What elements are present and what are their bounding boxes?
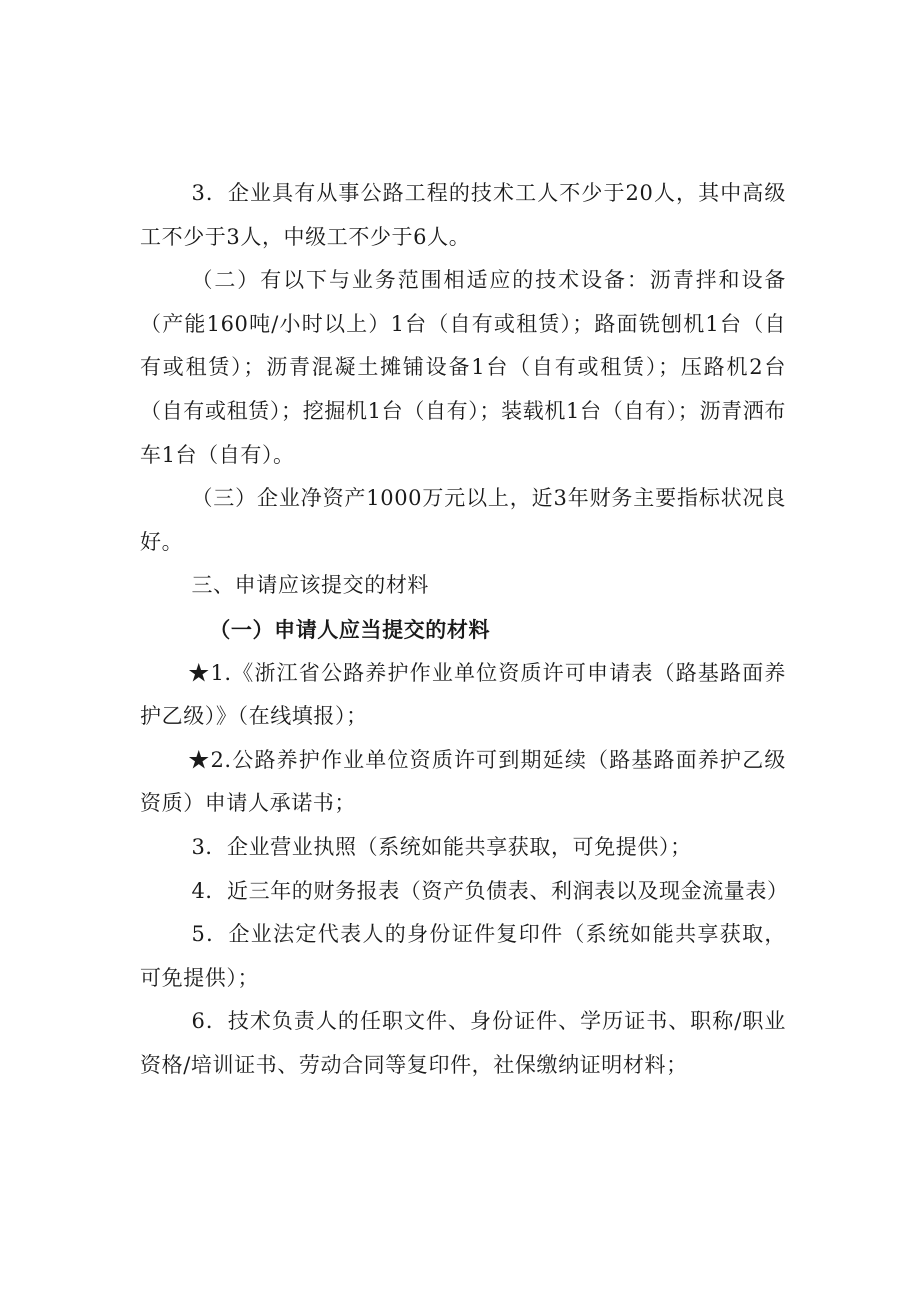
list-item-technical-lead-documents: 6．技术负责人的任职文件、身份证件、学历证书、职称/职业资格/培训证书、劳动合同等复印件，社保缴纳证明材料； [140,1009,786,1077]
paragraph-technical-equipment: （二）有以下与业务范围相适应的技术设备：沥青拌和设备（产能160吨/小时以上）1台（自有或租赁）；路面铣刨机1台（自有或租赁）；沥青混凝土摊铺设备1台（自有或租赁）；压路机2台（自有或租赁）；挖掘机1台（自有）；装载机1台（自有）；沥青洒布车1台（自有）。 [140,268,786,467]
paragraph-net-assets: （三）企业净资产1000万元以上，近3年财务主要指标状况良好。 [140,486,786,554]
list-item-commitment-letter: ★2.公路养护作业单位资质许可到期延续（路基路面养护乙级资质）申请人承诺书； [140,747,786,816]
document-body [140,172,789,1087]
section-heading-materials: 三、申请应该提交的材料 [191,573,430,598]
list-item-business-license: 3．企业营业执照（系统如能共享获取，可免提供）； [191,834,692,859]
subheading-applicant-materials: （一）申请人应当提交的材料 [209,616,491,642]
list-item-legal-representative-id: 5．企业法定代表人的身份证件复印件（系统如能共享获取，可免提供）； [140,922,786,990]
list-item-financial-statements: 4．近三年的财务报表（资产负债表、利润表以及现金流量表） [191,878,789,903]
paragraph-technical-workers: 3．企业具有从事公路工程的技术工人不少于20人，其中高级工不少于3人，中级工不少于6人。 [140,181,786,249]
list-item-application-form: ★1.《浙江省公路养护作业单位资质许可申请表（路基路面养护乙级）》（在线填报）； [140,660,786,729]
